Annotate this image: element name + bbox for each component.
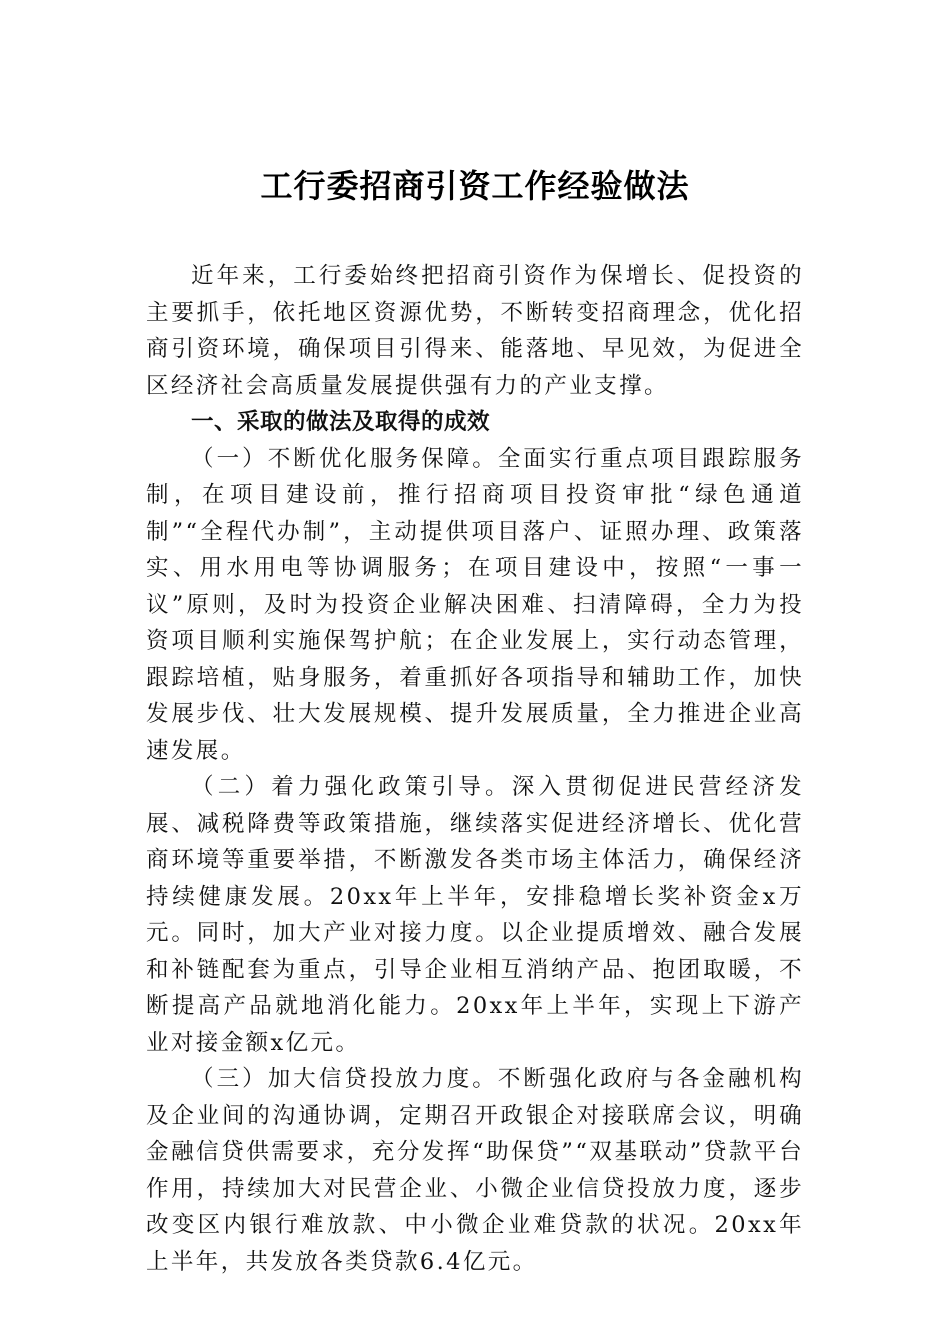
- paragraph-service: （一）不断优化服务保障。全面实行重点项目跟踪服务制，在项目建设前，推行招商项目投资审批“绿色通道制”“全程代办制”，主动提供项目落户、证照办理、政策落实、用水用电等协调服务；在项目建设中，按照“一事一议”原则，及时为投资企业解决困难、扫清障碍，全力为投资项目顺利实施保驾护航；在企业发展上，实行动态管理，跟踪培植，贴身服务，着重抓好各项指导和辅助工作，加快发展步伐、壮大发展规模、提升发展质量，全力推进企业高速发展。: [146, 445, 804, 764]
- paragraph-credit: （三）加大信贷投放力度。不断强化政府与各金融机构及企业间的沟通协调，定期召开政银企对接联席会议，明确金融信贷供需要求，充分发挥“助保贷”“双基联动”贷款平台作用，持续加大对民营企业、小微企业信贷投放力度，逐步改变区内银行难放款、中小微企业难贷款的状况。20xx年上半年，共发放各类贷款6.4亿元。: [146, 1066, 804, 1275]
- section-heading: 一、采取的做法及取得的成效: [191, 409, 491, 435]
- paragraph-policy: （二）着力强化政策引导。深入贯彻促进民营经济发展、减税降费等政策措施，继续落实促进经济增长、优化营商环境等重要举措，不断激发各类市场主体活力，确保经济持续健康发展。20xx年上半年，安排稳增长奖补资金x万元。同时，加大产业对接力度。以企业提质增效、融合发展和补链配套为重点，引导企业相互消纳产品、抱团取暖，不断提高产品就地消化能力。20xx年上半年，实现上下游产业对接金额x亿元。: [146, 774, 804, 1056]
- intro-paragraph: 近年来，工行委始终把招商引资作为保增长、促投资的主要抓手，依托地区资源优势，不断转变招商理念，优化招商引资环境，确保项目引得来、能落地、早见效，为促进全区经济社会高质量发展提供强有力的产业支撑。: [146, 263, 804, 399]
- document-body: [146, 258, 804, 1280]
- document-title: 工行委招商引资工作经验做法: [260, 167, 690, 205]
